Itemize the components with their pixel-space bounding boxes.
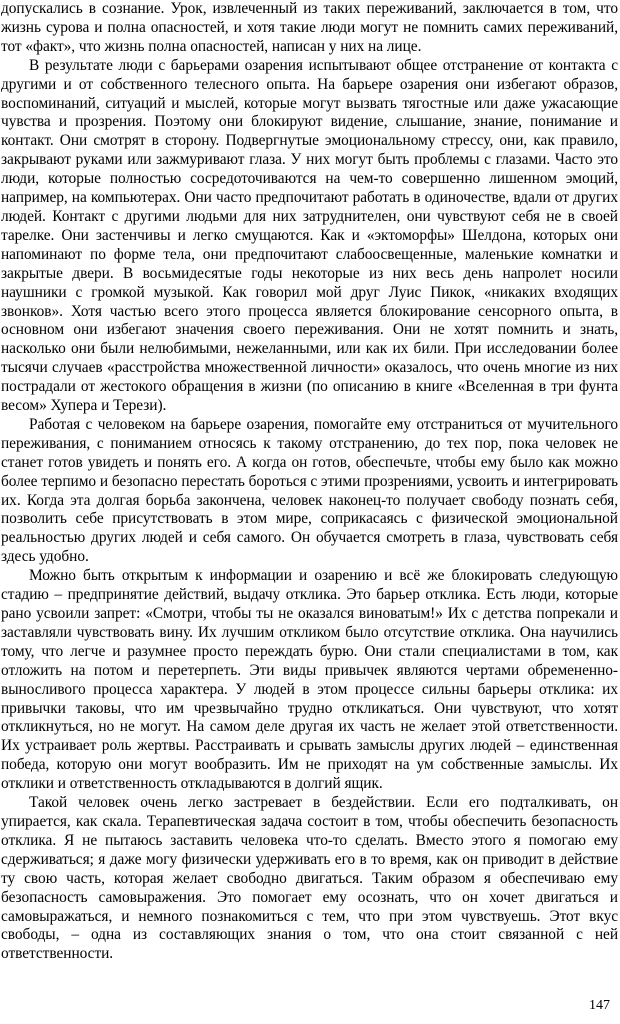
page-number: 147 [589,998,610,1013]
paragraph-working-with-person: Работая с человеком на барьере озарения, помогайте ему отстраниться от мучительного переживания, с пониманием относясь к такому отстранению, до тех пор, пока человек не станет готов увидеть и понять его. А когда он готов, обеспечьте, чтобы ему было как можно более терпимо и безопасно перестать бороться с этими прозрениями, усвоить и интегрировать их. Когда эта долгая борьба закончена, человек наконец-то получает свободу познать себя, позволить себе присутствовать в этом мире, соприкасаясь с физической эмоциональной реальностью других людей и себя самого. Он обучается смотреть в глаза, чувствовать себя здесь удобно. [1,415,618,566]
body-text [1,0,618,964]
paragraph-insight-barrier: В результате люди с барьерами озарения испытывают общее отстранение от контакта с другими и от собственного телесного опыта. На барьере озарения они избегают образов, воспоминаний, ситуаций и мыслей, которые могут вызвать тягостные или даже ужасающие чувства и прозрения. Поэтому они блокируют видение, слышание, знание, понимание и контакт. Они смотрят в сторону. Подвергнутые эмоциональному стрессу, они, как правило, закрывают руками или зажмуривают глаза. У них могут быть проблемы с глазами. Часто это люди, которые полностью сосредоточиваются на чем-то совершенно лишенном эмоций, например, на компьютерах. Они часто предпочитают работать в одиночестве, вдали от других людей. Контакт с другими людьми для них затруднителен, они чувствуют себя не в своей тарелке. Они застенчивы и легко смущаются. Как и «эктоморфы» Шелдона, которых они напоминают по форме тела, они предпочитают слабоосвещенные, маленькие комнатки и закрытые двери. В восьмидесятые годы некоторые из них весь день напролет носили наушники с громкой музыкой. Как говорил мой друг Луис Пикок, «никаких входящих звонков». Хотя частью всего этого процесса является блокирование сенсорного опыта, в основном они избегают значения своего переживания. Они не хотят помнить и знать, насколько они были нелюбимыми, нежеланными, или как их били. При исследовании более тысячи случаев «расстройства множественной личности» оказалось, что очень многие из них пострадали от жестокого обращения в жизни (по описанию в книге «Вселенная в три фунта весом» Хупера и Терези). [1,56,618,415]
paragraph-continued: допускались в сознание. Урок, извлеченный из таких переживаний, заключается в том, что жизнь сурова и полна опасностей, и хотя такие люди могут не помнить самих переживаний, тот «факт», что жизнь полна опасностей, написан у них на лице. [1,0,618,55]
paragraph-inaction: Такой человек очень легко застревает в бездействии. Если его подталкивать, он упирается, как скала. Терапевтическая задача состоит в том, чтобы обеспечить безопасность отклика. Я не пытаюсь заставить человека что-то сделать. Вместо этого я помогаю ему сдерживаться; я даже могу физически удерживать его в то время, как он приводит в действие ту свою часть, которая желает свободно двигаться. Таким образом я обеспечиваю ему безопасность самовыражения. Это помогает ему осознать, что он хочет двигаться и самовыражаться, и немного познакомиться с тем, что при этом чувствуешь. Этот вкус свободы, – одна из составляющих знания о том, что она стоит связанной с ней ответственности. [1,794,618,963]
paragraph-response-barrier: Можно быть открытым к информации и озарению и всё же блокировать следующую стадию – предпринятие действий, выдачу отклика. Это барьер отклика. Есть люди, которые рано усвоили запрет: «Смотри, чтобы ты не оказался виноватым!» Их с детства попрекали и заставляли чувствовать вину. Их лучшим откликом было отсутствие отклика. Она научились тому, что легче и разумнее просто переждать бурю. Они стали специалистами в том, как отложить на потом и перетерпеть. Эти виды привычек являются чертами обремененно-выносливого процесса характера. У людей в этом процессе сильны барьеры отклика: их привычки таковы, что им чрезвычайно трудно откликаться. Они чувствуют, что хотят откликнуться, но не могут. На самом деле другая их часть не желает этой ответственности. Их устраивает роль жертвы. Расстраивать и срывать замыслы других людей – единственная победа, которую они могут вообразить. Им не приходят на ум собственные замыслы. Их отклики и ответственность откладываются в долгий ящик. [1,567,618,793]
